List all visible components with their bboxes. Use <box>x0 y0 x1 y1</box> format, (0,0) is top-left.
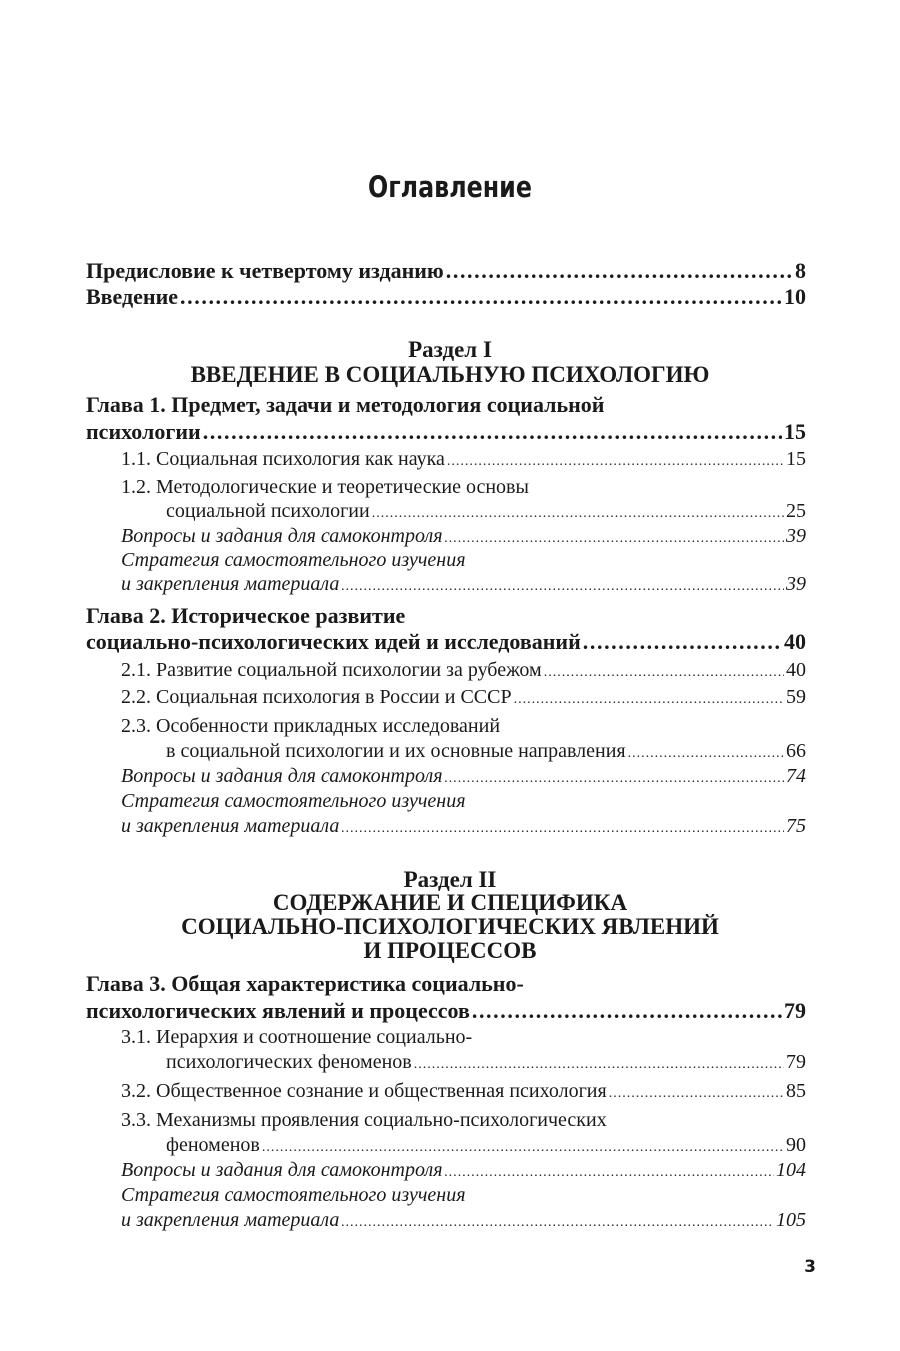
toc-entry-title: социально-психологических идей и исследований <box>86 629 581 654</box>
toc-entry-title: и закрепления материала <box>121 573 340 595</box>
toc-entry-subsection[interactable] <box>166 1051 806 1077</box>
toc-entry-strategy[interactable] <box>121 573 806 599</box>
toc-entry-title[interactable]: 1.2. Методологические и теоретические основы <box>121 476 529 498</box>
toc-page-number: 25 <box>786 500 806 522</box>
toc-page-number: 39 <box>786 525 806 547</box>
dot-leader <box>262 1134 784 1157</box>
toc-entry-questions[interactable] <box>121 1159 806 1185</box>
toc-entry-title: Вопросы и задания для самоконтроля <box>121 525 443 547</box>
section-label: Раздел I <box>408 337 492 362</box>
dot-leader <box>445 525 784 548</box>
toc-entry-title: Вопросы и задания для самоконтроля <box>121 765 443 787</box>
toc-page-number: 15 <box>786 448 806 470</box>
toc-entry-title: психологических феноменов <box>166 1051 412 1073</box>
toc-entry-title[interactable]: 2.3. Особенности прикладных исследований <box>121 715 501 737</box>
toc-entry-title: Введение <box>86 284 179 309</box>
toc-entry-title: 2.1. Развитие социальной психологии за рубежом <box>121 659 542 681</box>
toc-page-number: 15 <box>784 419 806 444</box>
chapter-title[interactable]: Глава 2. Историческое развитие <box>86 603 406 628</box>
toc-page-number: 105 <box>776 1209 806 1231</box>
toc-page-number: 8 <box>795 258 806 283</box>
toc-entry-title: и закрепления материала <box>121 1209 340 1231</box>
toc-entry-title: феноменов <box>166 1134 260 1156</box>
dot-leader <box>372 500 784 523</box>
toc-entry-title: Предисловие к четвертому изданию <box>86 258 444 283</box>
toc-entry-chapter-2[interactable] <box>86 629 806 655</box>
section-label: Раздел II <box>403 867 497 892</box>
dot-leader <box>609 1080 784 1103</box>
dot-leader <box>341 573 784 596</box>
toc-page-number: 75 <box>786 815 806 837</box>
dot-leader <box>445 1159 774 1182</box>
dot-leader <box>628 740 784 763</box>
dot-leader <box>447 448 784 471</box>
toc-entry-title: 1.1. Социальная психология как наука <box>121 448 445 470</box>
page-number: 3 <box>804 1257 816 1277</box>
dot-leader <box>544 659 784 682</box>
toc-entry-subsection[interactable] <box>166 1134 806 1160</box>
chapter-title[interactable]: Глава 1. Предмет, задачи и методология социальной <box>86 392 605 417</box>
toc-entry-questions[interactable] <box>121 525 806 551</box>
toc-entry-preface[interactable] <box>86 258 806 284</box>
toc-entry-title[interactable]: Стратегия самостоятельного изучения <box>121 790 466 812</box>
toc-page-number: 90 <box>786 1134 806 1156</box>
toc-page-number: 66 <box>786 740 806 762</box>
dot-leader <box>446 258 793 284</box>
toc-page-number: 104 <box>776 1159 806 1181</box>
dot-leader <box>203 419 782 445</box>
toc-page-number: 79 <box>786 1051 806 1073</box>
dot-leader <box>414 1051 784 1074</box>
section-title: СОЦИАЛЬНО-ПСИХОЛОГИЧЕСКИХ ЯВЛЕНИЙ <box>181 914 719 939</box>
toc-entry-title[interactable]: Стратегия самостоятельного изучения <box>121 1184 466 1206</box>
toc-entry-title: психологических явлений и процессов <box>86 998 470 1023</box>
toc-entry-title: в социальной психологии и их основные направления <box>166 740 626 762</box>
toc-entry-subsection[interactable] <box>166 740 806 766</box>
toc-entry-title: социальной психологии <box>166 500 370 522</box>
toc-page-number: 40 <box>786 659 806 681</box>
toc-entry-title: и закрепления материала <box>121 815 340 837</box>
toc-entry-title: 2.2. Социальная психология в России и СССР <box>121 686 512 708</box>
dot-leader <box>472 998 782 1024</box>
toc-entry-questions[interactable] <box>121 765 806 791</box>
toc-page-number: 85 <box>786 1080 806 1102</box>
toc-entry-title: 3.2. Общественное сознание и общественная психология <box>121 1080 607 1102</box>
toc-entry-subsection[interactable] <box>121 659 806 685</box>
toc-entry-title[interactable]: 3.1. Иерархия и соотношение социально- <box>121 1026 473 1048</box>
toc-entry-subsection[interactable] <box>121 1080 806 1106</box>
dot-leader <box>583 629 782 655</box>
toc-entry-strategy[interactable] <box>121 1209 806 1235</box>
toc-entry-chapter-3[interactable] <box>86 998 806 1024</box>
toc-page-number: 40 <box>784 629 806 654</box>
dot-leader <box>445 765 784 788</box>
toc-entry-title: Вопросы и задания для самоконтроля <box>121 1159 443 1181</box>
section-title: И ПРОЦЕССОВ <box>363 938 537 963</box>
toc-entry-subsection[interactable] <box>121 686 806 712</box>
dot-leader <box>341 1209 774 1232</box>
toc-entry-title[interactable]: 3.3. Механизмы проявления социально-психологических <box>121 1109 607 1131</box>
dot-leader <box>341 815 784 838</box>
toc-entry-title[interactable]: Стратегия самостоятельного изучения <box>121 549 466 571</box>
toc-entry-subsection[interactable] <box>166 500 806 526</box>
dot-leader <box>180 284 782 310</box>
toc-page-number: 39 <box>786 573 806 595</box>
section-title: СОДЕРЖАНИЕ И СПЕЦИФИКА <box>272 890 628 915</box>
chapter-title[interactable]: Глава 3. Общая характеристика социально- <box>86 971 524 996</box>
toc-page-number: 10 <box>784 284 806 309</box>
toc-entry-chapter-1[interactable] <box>86 419 806 445</box>
toc-entry-title: психологии <box>86 419 201 444</box>
toc-entry-subsection[interactable] <box>121 448 806 474</box>
toc-entry-introduction[interactable] <box>86 284 806 310</box>
toc-page-number: 79 <box>784 998 806 1023</box>
toc-page-number: 74 <box>786 765 806 787</box>
toc-page-number: 59 <box>786 686 806 708</box>
page-title: Оглавление <box>368 170 532 204</box>
section-title: ВВЕДЕНИЕ В СОЦИАЛЬНУЮ ПСИХОЛОГИЮ <box>190 362 710 387</box>
dot-leader <box>514 686 784 709</box>
toc-entry-strategy[interactable] <box>121 815 806 841</box>
